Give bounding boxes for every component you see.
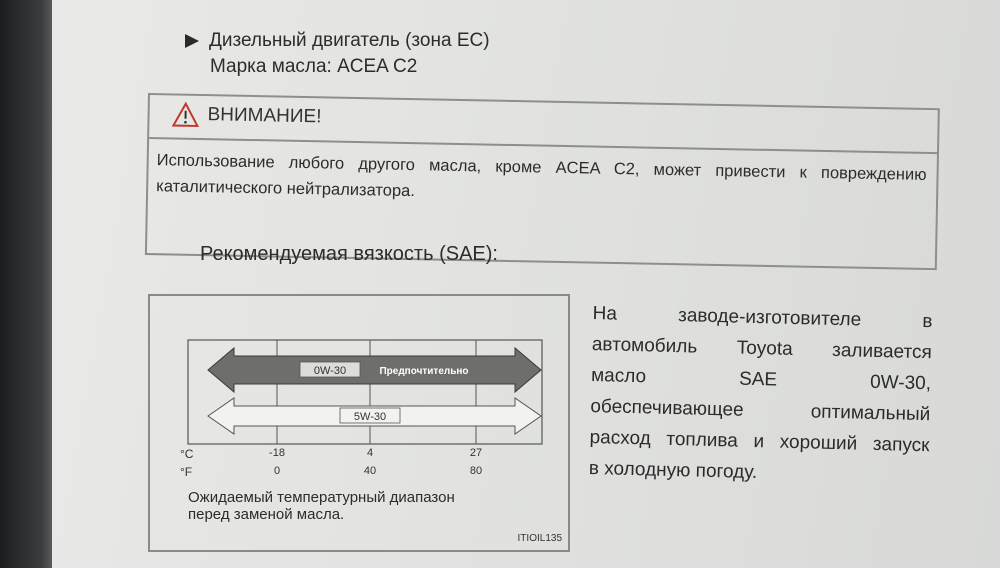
oil-brand: Марка масла: ACEA C2	[210, 56, 418, 77]
paragraph-line: в холодную погоду.	[588, 457, 758, 484]
figure-code: ITIOIL135	[517, 533, 562, 544]
arrow-0w30	[208, 348, 541, 392]
paragraph-line: обеспечивающее оптимальный	[590, 395, 931, 426]
viscosity-diagram	[148, 294, 570, 552]
tick-c-0: -18	[269, 447, 285, 459]
tick-f-1: 40	[363, 465, 377, 477]
warning-triangle-icon	[171, 101, 199, 128]
grade-label-5w30: 5W-30	[353, 411, 387, 423]
diagram-caption	[188, 489, 455, 523]
paragraph-line: расход топлива и хороший запуск	[589, 426, 930, 457]
diagram-caption-line2: перед заменой масла.	[188, 506, 345, 523]
tick-f-2: 80	[469, 465, 483, 477]
unit-fahrenheit: °F	[180, 465, 193, 479]
viscosity-title: Рекомендуемая вязкость (SAE):	[200, 243, 498, 265]
unit-celsius: °C	[180, 447, 194, 461]
tick-c-1: 4	[366, 447, 374, 459]
paragraph-line: автомобиль Toyota заливается	[591, 333, 933, 364]
factory-oil-paragraph	[588, 298, 932, 492]
paragraph-line: масло SAE 0W-30,	[590, 364, 932, 395]
section-heading	[185, 30, 490, 52]
triangle-bullet-icon	[185, 34, 199, 48]
tick-c-2: 27	[469, 447, 483, 459]
viscosity-chart	[150, 296, 568, 486]
paragraph-line: На заводе-изготовителе в	[592, 302, 933, 333]
diagram-caption-line1: Ожидаемый температурный диапазон	[188, 489, 455, 506]
tick-f-0: 0	[273, 465, 281, 477]
warning-text: Использование любого другого масла, кроме ACEA C2, может привести к повреждению каталитического нейтрализатора.	[156, 151, 927, 201]
grade-label-0w30: 0W-30	[313, 365, 347, 377]
grade-note-preferred: Предпочтительно	[379, 366, 469, 377]
warning-title: ВНИМАНИЕ!	[207, 104, 322, 128]
section-heading-text: Дизельный двигатель (зона EC)	[209, 30, 490, 51]
background-edge	[0, 0, 52, 568]
